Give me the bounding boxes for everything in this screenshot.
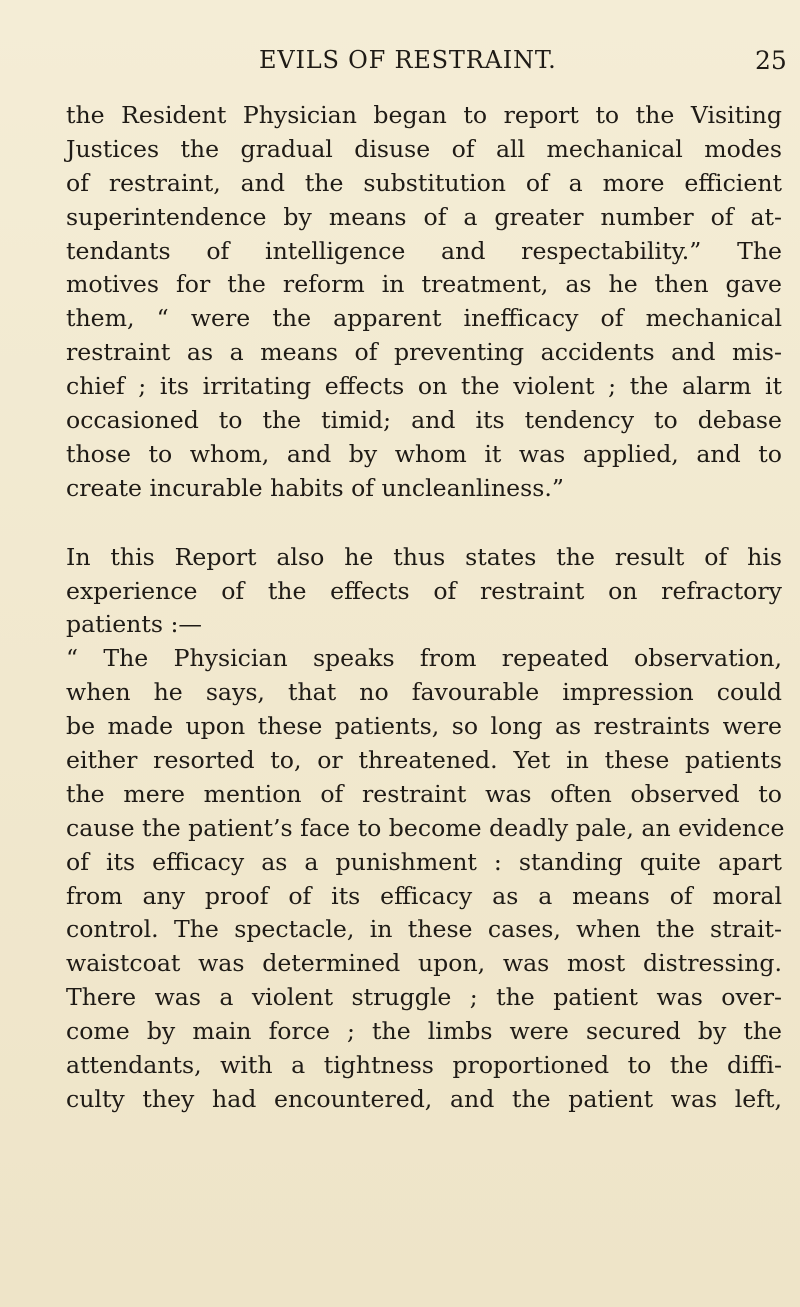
paragraph-1: [66, 99, 782, 506]
text-line: of restraint, and the substitution of a more efficient: [66, 168, 782, 197]
text-line: attendants, with a tightness proportioned to the diffi-: [66, 1051, 782, 1080]
text-line: when he says, that no favourable impression could: [66, 678, 782, 707]
text-line: chief ; its irritating effects on the violent ; the alarm it: [66, 372, 782, 401]
text-line: tendants of intelligence and respectability.” The: [66, 236, 782, 265]
text-line: patients :—: [66, 610, 202, 639]
paragraph-3-quotation: [66, 642, 785, 1116]
text-line: occasioned to the timid; and its tendency to debase: [66, 406, 782, 435]
text-line: create incurable habits of uncleanliness.”: [66, 473, 564, 502]
running-title: EVILS OF RESTRAINT.: [259, 46, 557, 74]
text-line: waistcoat was determined upon, was most distressing.: [66, 949, 782, 978]
paragraph-spacer: [66, 506, 782, 541]
paragraph-2: [66, 541, 782, 643]
text-line: superintendence by means of a greater number of at-: [66, 202, 782, 231]
text-line: cause the patient’s face to become deadly pale, an evidence: [66, 813, 785, 842]
text-line: There was a violent struggle ; the patient was over-: [66, 983, 782, 1012]
text-line: control. The spectacle, in these cases, when the strait-: [66, 915, 782, 944]
text-line: culty they had encountered, and the patient was left,: [66, 1084, 782, 1113]
text-line: the mere mention of restraint was often observed to: [66, 779, 782, 808]
text-line: those to whom, and by whom it was applied, and to: [66, 439, 782, 468]
text-line: come by main force ; the limbs were secured by the: [66, 1017, 782, 1046]
text-line: In this Report also he thus states the result of his: [66, 542, 782, 571]
text-line: restraint as a means of preventing accidents and mis-: [66, 338, 782, 367]
page-header: [0, 40, 800, 80]
text-line: them, “ were the apparent inefficacy of mechanical: [66, 304, 782, 333]
text-line: be made upon these patients, so long as restraints were: [66, 712, 782, 741]
text-line: the Resident Physician began to report to the Visiting: [66, 101, 782, 129]
body-text: [66, 99, 785, 1117]
text-line: of its efficacy as a punishment : standing quite apart: [66, 847, 782, 876]
text-line: experience of the effects of restraint on refractory: [66, 576, 782, 605]
text-line: Justices the gradual disuse of all mechanical modes: [66, 134, 782, 163]
text-line: motives for the reform in treatment, as he then gave: [66, 270, 782, 299]
text-line: “ The Physician speaks from repeated observation,: [66, 644, 782, 673]
text-line: from any proof of its efficacy as a means of moral: [66, 881, 782, 910]
text-line: either resorted to, or threatened. Yet in these patients: [66, 746, 782, 775]
page-number: 25: [755, 46, 787, 75]
